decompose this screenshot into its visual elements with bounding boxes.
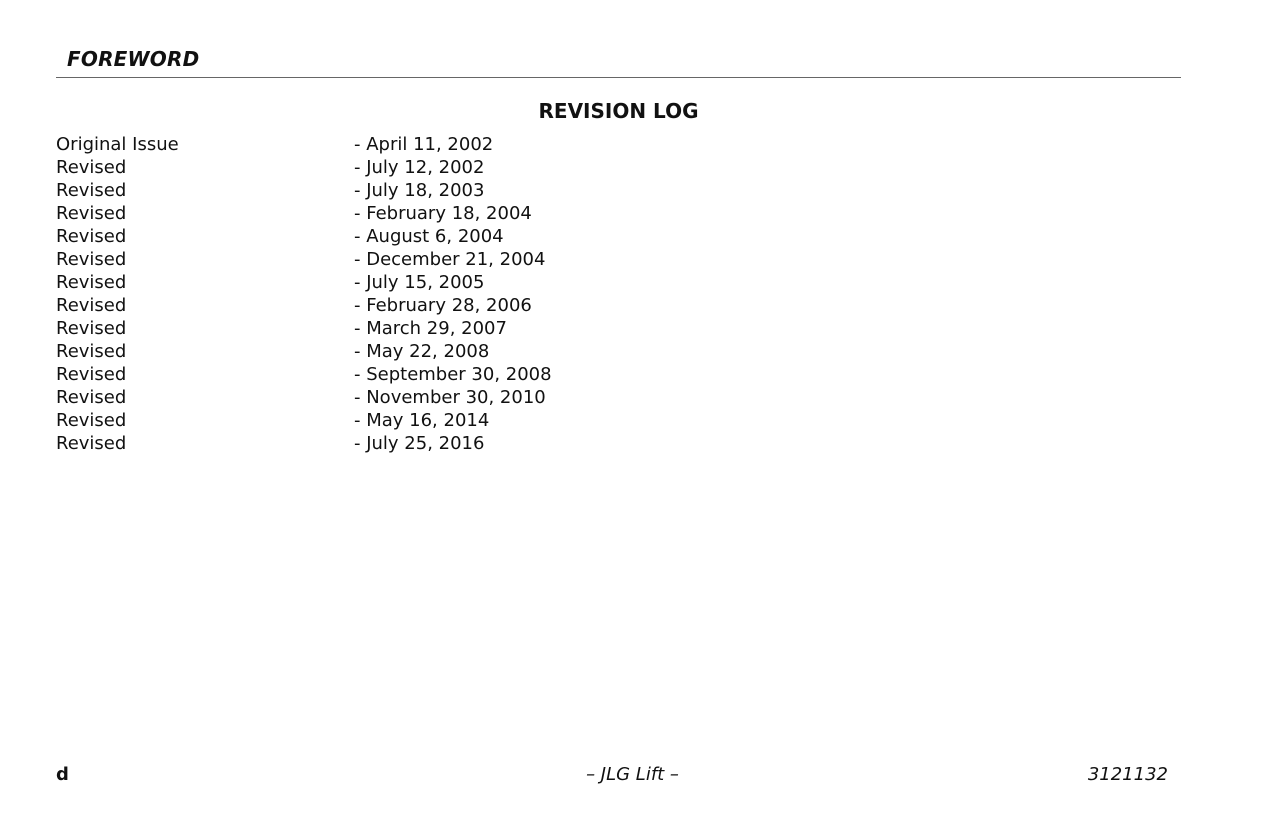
revision-label: Revised (56, 318, 127, 339)
revision-label: Revised (56, 341, 127, 362)
revision-date: - July 18, 2003 (354, 180, 485, 201)
revision-label: Revised (56, 387, 127, 408)
revision-label: Revised (56, 157, 127, 178)
revision-date: - November 30, 2010 (354, 387, 546, 408)
footer-brand: – JLG Lift – (586, 764, 679, 785)
revision-label: Revised (56, 272, 127, 293)
revision-date: - May 22, 2008 (354, 341, 490, 362)
section-title: FOREWORD (67, 47, 200, 71)
revision-label: Revised (56, 410, 127, 431)
revision-date: - July 15, 2005 (354, 272, 485, 293)
revision-label: Revised (56, 226, 127, 247)
revision-date: - February 28, 2006 (354, 295, 532, 316)
page-number: d (56, 764, 69, 785)
revision-date: - September 30, 2008 (354, 364, 552, 385)
revision-label: Original Issue (56, 134, 179, 155)
revision-date: - May 16, 2014 (354, 410, 490, 431)
revision-date: - March 29, 2007 (354, 318, 507, 339)
revision-label: Revised (56, 249, 127, 270)
page-title: REVISION LOG (538, 99, 699, 123)
revision-date: - December 21, 2004 (354, 249, 546, 270)
revision-label: Revised (56, 295, 127, 316)
revision-date: - April 11, 2002 (354, 134, 494, 155)
revision-label: Revised (56, 364, 127, 385)
revision-date: - February 18, 2004 (354, 203, 532, 224)
revision-date: - July 12, 2002 (354, 157, 485, 178)
revision-label: Revised (56, 203, 127, 224)
revision-date: - August 6, 2004 (354, 226, 504, 247)
revision-label: Revised (56, 180, 127, 201)
document-number: 3121132 (1087, 764, 1168, 785)
revision-label: Revised (56, 433, 127, 454)
revision-date: - July 25, 2016 (354, 433, 485, 454)
header-divider (56, 77, 1181, 78)
